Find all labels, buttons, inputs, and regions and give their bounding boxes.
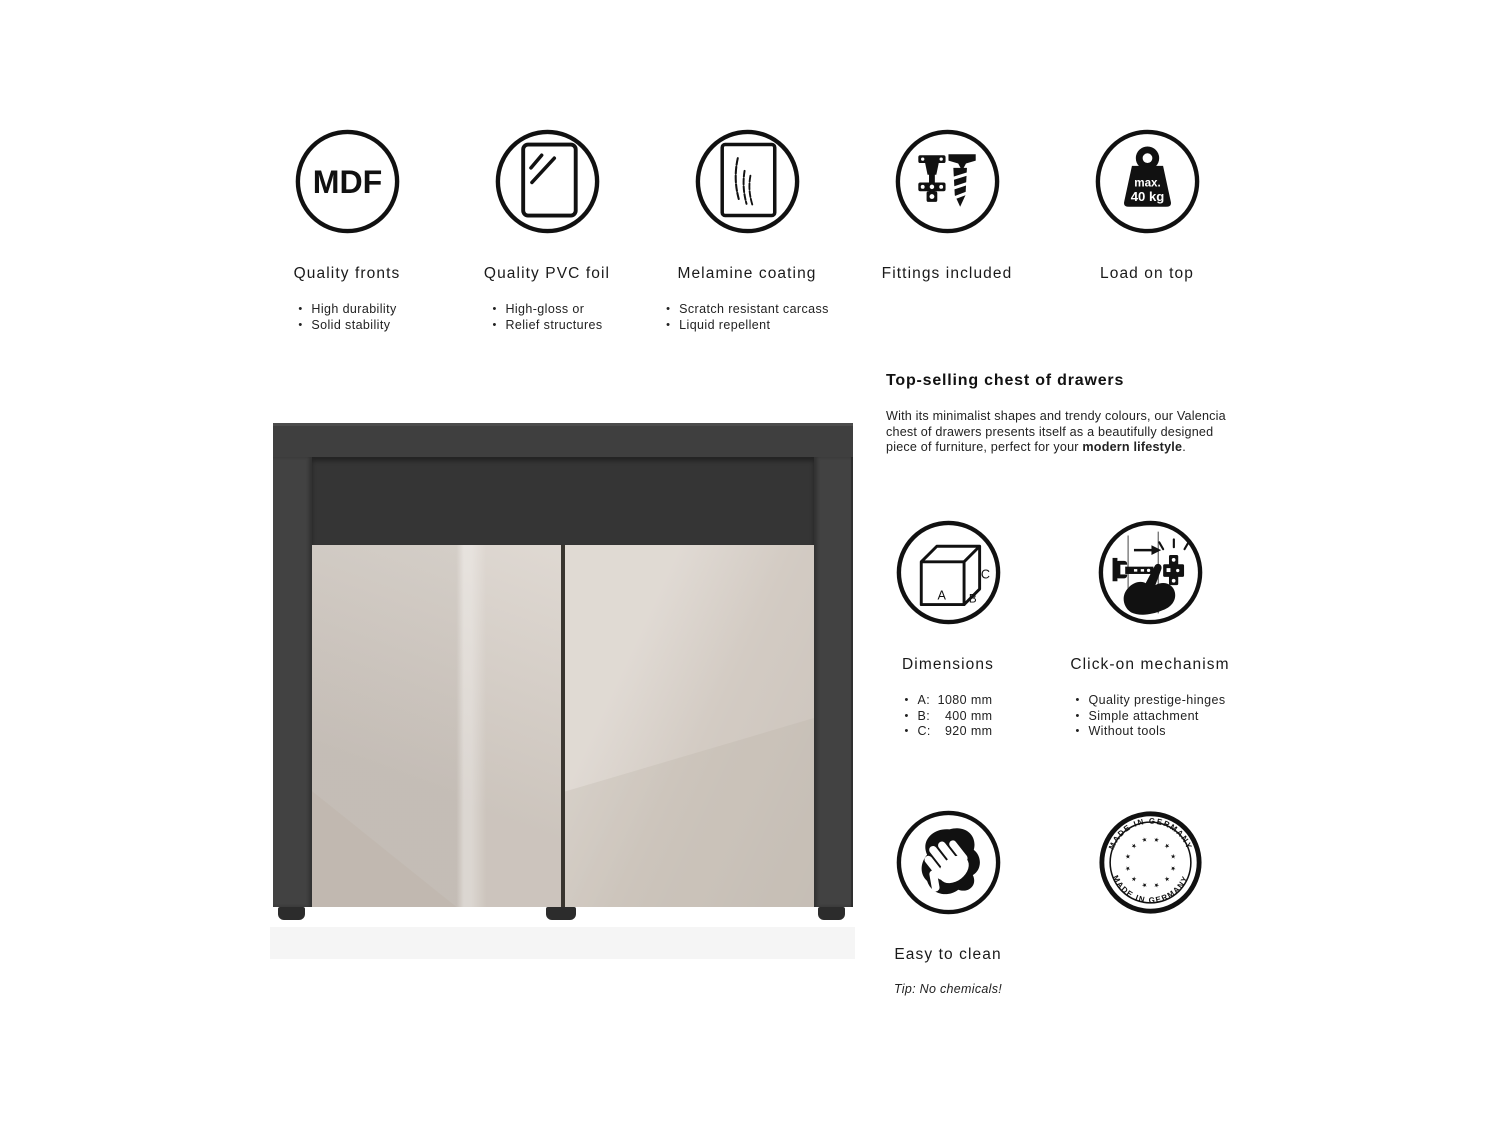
svg-text:★: ★ bbox=[1123, 852, 1132, 861]
cabinet-recess bbox=[312, 457, 814, 545]
svg-text:★: ★ bbox=[1161, 874, 1171, 884]
dimension-item: • A: 1080 mm bbox=[904, 693, 993, 709]
feature-label: Click-on mechanism bbox=[1070, 656, 1230, 673]
bullet-item: • Scratch resistant carcass bbox=[665, 302, 829, 318]
feature-row-top bbox=[247, 128, 1247, 334]
melamine-icon bbox=[647, 128, 847, 235]
feature-pvc-foil bbox=[447, 128, 647, 334]
click-rays bbox=[1159, 539, 1188, 549]
feature-label: Load on top bbox=[1100, 265, 1194, 282]
svg-text:★: ★ bbox=[1161, 841, 1171, 851]
dimension-list bbox=[904, 693, 993, 740]
description-text: . bbox=[1182, 440, 1186, 455]
stamp-text-bottom: MADE IN GERMANY bbox=[1110, 873, 1190, 906]
feature-melamine bbox=[647, 128, 847, 334]
feature-label: Dimensions bbox=[902, 656, 994, 673]
feature-row-middle bbox=[847, 519, 1251, 740]
bullet-item: • High-gloss or bbox=[491, 302, 602, 318]
feature-label: Easy to clean bbox=[894, 946, 1002, 963]
bullet-item: • High durability bbox=[297, 302, 396, 318]
fittings-icon bbox=[847, 128, 1047, 235]
svg-text:★: ★ bbox=[1152, 836, 1160, 845]
feature-dimensions bbox=[847, 519, 1049, 740]
svg-text:★: ★ bbox=[1168, 864, 1177, 873]
feature-load-on-top bbox=[1047, 128, 1247, 334]
dimension-item: • B: 400 mm bbox=[904, 709, 993, 725]
pvc-foil-icon bbox=[447, 128, 647, 235]
stamp-text-top: MADE IN GERMANY bbox=[1106, 816, 1194, 851]
feature-bullets bbox=[1074, 693, 1225, 740]
feature-label: Quality fronts bbox=[293, 265, 401, 282]
feature-bullets bbox=[665, 302, 829, 333]
feature-click-on bbox=[1049, 519, 1251, 740]
product-photo bbox=[270, 400, 855, 960]
weight-max-text: max. bbox=[1133, 176, 1161, 190]
cabinet-foot bbox=[546, 907, 576, 920]
mounting-plate bbox=[1163, 555, 1184, 585]
click-on-mechanism-icon bbox=[1049, 519, 1251, 626]
dimensions-cube-icon bbox=[847, 519, 1049, 626]
dimension-item: • C: 920 mm bbox=[904, 724, 993, 740]
arrow-right bbox=[1133, 545, 1160, 555]
svg-text:★: ★ bbox=[1140, 836, 1148, 845]
feature-label: Melamine coating bbox=[677, 265, 817, 282]
weight-kg-text: 40 kg bbox=[1130, 188, 1164, 204]
feature-fittings bbox=[847, 128, 1047, 334]
weight-icon bbox=[1047, 128, 1247, 235]
cabinet-foot bbox=[818, 907, 845, 920]
screw-icon bbox=[948, 154, 975, 207]
svg-text:★: ★ bbox=[1152, 880, 1160, 889]
hinge-arm bbox=[1112, 558, 1153, 581]
cabinet-door-right bbox=[565, 545, 814, 907]
bullet-item: • Liquid repellent bbox=[665, 318, 829, 334]
bullet-item: • Solid stability bbox=[297, 318, 396, 334]
svg-text:★: ★ bbox=[1123, 864, 1132, 873]
feature-made-in-germany bbox=[1049, 809, 1251, 996]
cube-label-c: C bbox=[980, 567, 990, 582]
feature-bullets bbox=[491, 302, 602, 333]
mdf-text: MDF bbox=[312, 164, 382, 201]
svg-text:★: ★ bbox=[1140, 880, 1148, 889]
cabinet-doors bbox=[312, 545, 814, 907]
wiping-hand-icon bbox=[847, 809, 1049, 916]
svg-text:★: ★ bbox=[1129, 841, 1139, 851]
feature-bullets bbox=[297, 302, 396, 333]
cabinet-left-panel bbox=[273, 457, 312, 907]
feature-easy-clean bbox=[847, 809, 1049, 996]
cube-label-a: A bbox=[936, 588, 946, 603]
description-bold-text: modern lifestyle bbox=[1082, 440, 1183, 455]
hinge-icon bbox=[918, 155, 945, 202]
svg-text:★: ★ bbox=[1168, 852, 1177, 861]
bullet-item: • Quality prestige-hinges bbox=[1074, 693, 1225, 709]
feature-label: Quality PVC foil bbox=[483, 265, 611, 282]
cabinet-top-board bbox=[273, 423, 853, 457]
product-description bbox=[886, 409, 1240, 456]
made-in-germany-stamp bbox=[1049, 809, 1251, 916]
star-ring bbox=[1124, 836, 1176, 888]
feature-row-bottom bbox=[847, 809, 1251, 996]
cleaning-tip: Tip: No chemicals! bbox=[893, 982, 1003, 996]
mdf-icon bbox=[247, 128, 447, 235]
svg-text:★: ★ bbox=[1129, 874, 1139, 884]
cabinet-foot bbox=[278, 907, 305, 920]
description-text: With its minimalist shapes and trendy colours, our Valencia chest of drawers presents itself as a beautifully designed piece of furniture, perfect for your bbox=[886, 409, 1226, 455]
bullet-item: • Simple attachment bbox=[1074, 709, 1225, 725]
photo-floor bbox=[270, 927, 855, 959]
cabinet-door-left bbox=[312, 545, 561, 907]
feature-label: Fittings included bbox=[881, 265, 1013, 282]
cube-label-b: B bbox=[968, 592, 977, 606]
feature-quality-fronts bbox=[247, 128, 447, 334]
product-heading: Top-selling chest of drawers bbox=[886, 372, 1125, 389]
bullet-item: • Without tools bbox=[1074, 724, 1225, 740]
bullet-item: • Relief structures bbox=[491, 318, 602, 334]
